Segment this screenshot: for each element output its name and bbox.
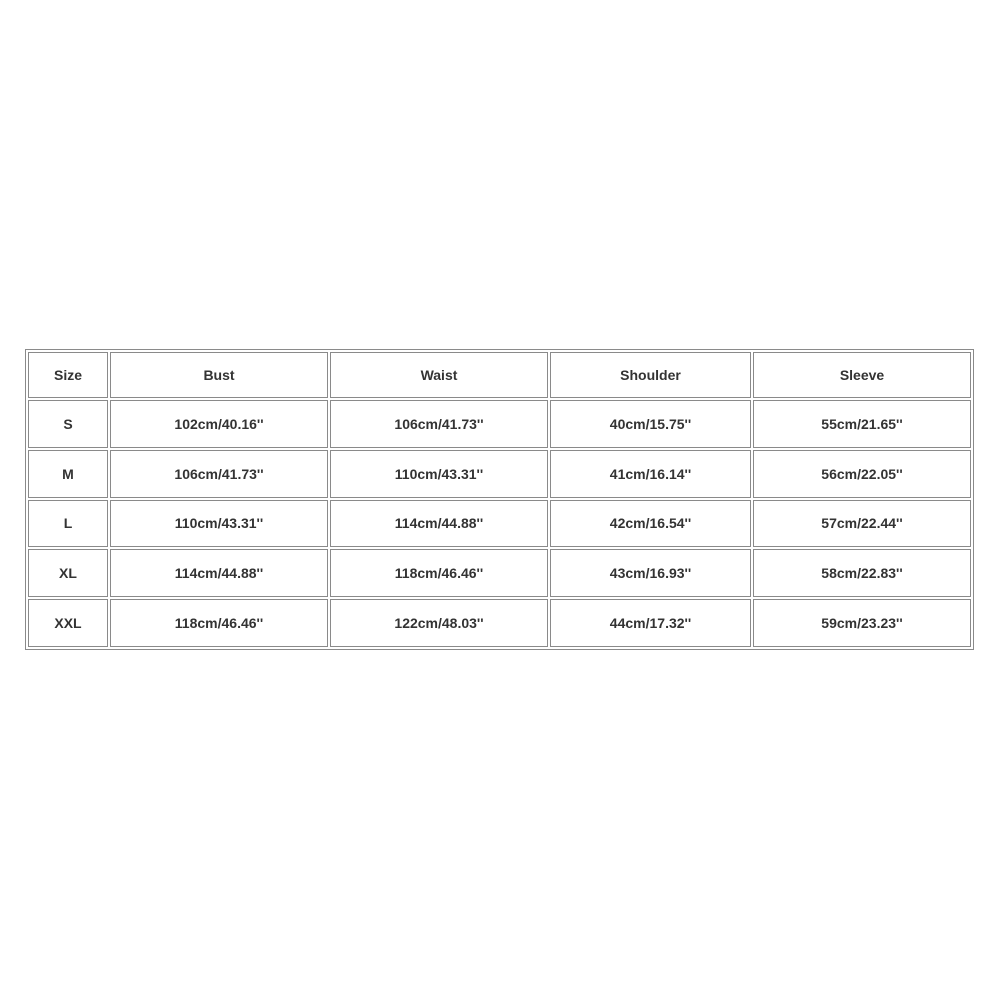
table-row (28, 599, 971, 647)
cell-shoulder: 41cm/16.14'' (550, 450, 751, 498)
cell-shoulder: 43cm/16.93'' (550, 549, 751, 597)
cell-bust: 102cm/40.16'' (110, 400, 328, 448)
cell-sleeve: 56cm/22.05'' (753, 450, 971, 498)
size-chart-table (25, 349, 974, 650)
cell-size: S (28, 400, 108, 448)
table-row (28, 450, 971, 498)
table-row (28, 500, 971, 548)
cell-shoulder: 40cm/15.75'' (550, 400, 751, 448)
header-shoulder: Shoulder (550, 352, 751, 398)
cell-bust: 106cm/41.73'' (110, 450, 328, 498)
table-row (28, 400, 971, 448)
cell-bust: 114cm/44.88'' (110, 549, 328, 597)
cell-size: L (28, 500, 108, 548)
cell-bust: 118cm/46.46'' (110, 599, 328, 647)
cell-shoulder: 44cm/17.32'' (550, 599, 751, 647)
header-bust: Bust (110, 352, 328, 398)
cell-size: M (28, 450, 108, 498)
cell-shoulder: 42cm/16.54'' (550, 500, 751, 548)
cell-waist: 118cm/46.46'' (330, 549, 548, 597)
cell-sleeve: 57cm/22.44'' (753, 500, 971, 548)
cell-waist: 110cm/43.31'' (330, 450, 548, 498)
cell-size: XL (28, 549, 108, 597)
table-header-row (28, 352, 971, 398)
cell-size: XXL (28, 599, 108, 647)
cell-sleeve: 58cm/22.83'' (753, 549, 971, 597)
cell-sleeve: 59cm/23.23'' (753, 599, 971, 647)
header-sleeve: Sleeve (753, 352, 971, 398)
cell-bust: 110cm/43.31'' (110, 500, 328, 548)
table-row (28, 549, 971, 597)
cell-waist: 106cm/41.73'' (330, 400, 548, 448)
header-waist: Waist (330, 352, 548, 398)
cell-sleeve: 55cm/21.65'' (753, 400, 971, 448)
cell-waist: 114cm/44.88'' (330, 500, 548, 548)
cell-waist: 122cm/48.03'' (330, 599, 548, 647)
header-size: Size (28, 352, 108, 398)
